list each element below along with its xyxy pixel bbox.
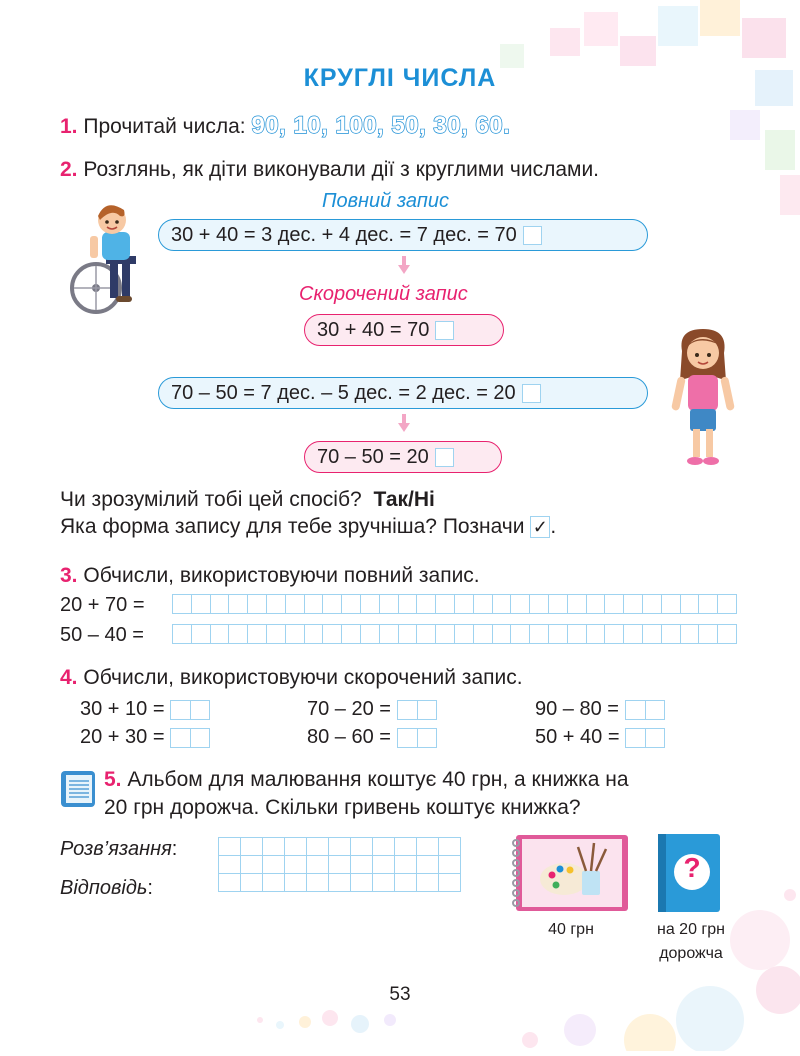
notebook-icon (60, 770, 96, 808)
solution-text: Розв’язання (60, 838, 172, 860)
answer-grid[interactable] (172, 594, 737, 614)
answer-box[interactable] (625, 728, 665, 748)
equation-short-1 (304, 314, 504, 346)
equation-full-1 (158, 219, 648, 251)
solution-grid[interactable] (218, 837, 461, 892)
equation-text: 30 + 40 = 3 дес. + 4 дес. = 7 дес. = 70 (171, 223, 517, 246)
answer-box[interactable] (170, 700, 210, 720)
expression: 50 + 40 = (535, 726, 620, 748)
answer-label (60, 877, 153, 900)
task-4 (60, 666, 523, 690)
task-text: Прочитай числа: (83, 115, 246, 138)
equation-text: 70 – 50 = 20 (317, 445, 429, 468)
answer-box[interactable] (170, 728, 210, 748)
task-4-item (307, 698, 437, 721)
task-5-line-1 (104, 768, 629, 792)
choice-checkbox[interactable] (523, 226, 542, 245)
book-caption-1: на 20 грн (657, 921, 725, 938)
equation-full-2 (158, 377, 648, 409)
expression: 90 – 80 = (535, 698, 619, 720)
task-text: Обчисли, використовуючи скорочений запис. (83, 666, 523, 689)
expression: 70 – 20 = (307, 698, 391, 720)
choice-checkbox[interactable] (435, 321, 454, 340)
task-text: Обчисли, використовуючи повний запис. (83, 564, 480, 587)
task-2 (60, 158, 599, 182)
task-number: 5. (104, 768, 122, 791)
answer-box[interactable] (397, 700, 437, 720)
page-number: 53 (389, 984, 411, 1005)
answer-grid[interactable] (172, 624, 737, 644)
choice-checkbox[interactable] (522, 384, 541, 403)
task-5-line-2: 20 грн дорожча. Скільки гривень коштує книжка? (104, 796, 581, 819)
solution-label (60, 838, 177, 861)
short-record-label: Скорочений запис (299, 283, 468, 305)
answer-box[interactable] (625, 700, 665, 720)
question-understand (60, 488, 435, 512)
task-4-item (80, 726, 210, 749)
down-arrow-icon (398, 256, 410, 276)
down-arrow-icon (398, 414, 410, 434)
task-4-item (80, 698, 210, 721)
round-numbers: 90, 10, 100, 50, 30, 60. (251, 112, 511, 139)
expression: 30 + 10 = (80, 698, 165, 720)
task-4-item (535, 698, 665, 721)
answer-options[interactable]: Так/Ні (373, 488, 435, 511)
question-text: Яка форма запису для тебе зручніша? Позначи (60, 515, 525, 538)
question-text: Чи зрозумілий тобі цей спосіб? (60, 488, 362, 511)
task-1 (60, 112, 510, 140)
task-number: 4. (60, 666, 78, 689)
question-convenient (60, 515, 556, 539)
task-4-item (535, 726, 665, 749)
colon: : (147, 877, 153, 899)
task-number: 2. (60, 158, 78, 181)
book-caption-2: дорожча (659, 945, 723, 962)
task-3-row-2-label: 50 – 40 = (60, 624, 144, 646)
answer-text: Відповідь (60, 877, 148, 899)
album-price: 40 грн (548, 921, 594, 938)
full-record-label: Повний запис (322, 190, 449, 212)
task-number: 1. (60, 115, 78, 138)
task-number: 3. (60, 564, 78, 587)
answer-box[interactable] (397, 728, 437, 748)
expression: 20 + 30 = (80, 726, 165, 748)
checkmark-icon: ✓ (530, 516, 550, 538)
task-3 (60, 564, 480, 588)
question-mark-icon: ? (683, 852, 701, 883)
period: . (550, 515, 557, 538)
colon: : (171, 838, 178, 860)
task-3-row-1-label: 20 + 70 = (60, 594, 145, 616)
album-illustration (508, 833, 630, 913)
equation-text: 70 – 50 = 7 дес. – 5 дес. = 2 дес. = 20 (171, 381, 516, 404)
equation-text: 30 + 40 = 70 (317, 318, 430, 341)
task-4-item (307, 726, 437, 749)
choice-checkbox[interactable] (435, 448, 454, 467)
page-title: КРУГЛІ ЧИСЛА (303, 64, 497, 92)
task-text: Розглянь, як діти виконували дії з круглими числами. (83, 158, 600, 181)
decor-dots-bottom (250, 1000, 410, 1040)
decor-squares-top (480, 0, 800, 230)
boy-wheelchair-illustration (66, 196, 156, 316)
expression: 80 – 60 = (307, 726, 391, 748)
task-text: Альбом для малювання коштує 40 грн, а книжка на (127, 768, 629, 791)
girl-illustration (668, 325, 738, 470)
equation-short-2 (304, 441, 502, 473)
